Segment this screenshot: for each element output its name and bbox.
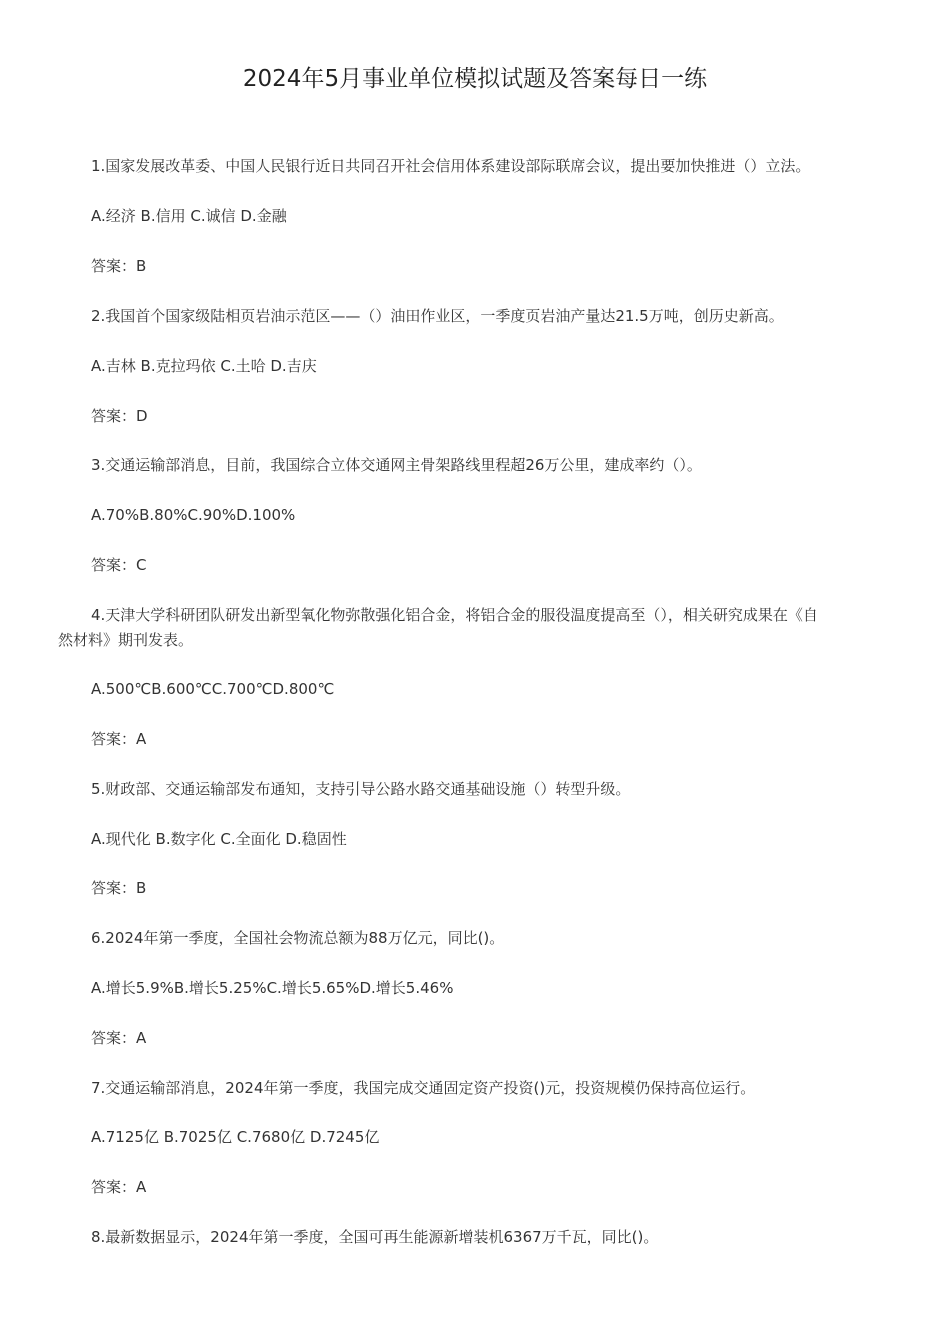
question-1-stem: 1.国家发展改革委、中国人民银行近日共同召开社会信用体系建设部际联席会议，提出要加快推进（）立法。 <box>91 157 811 175</box>
question-1-answer: 答案：B <box>91 257 147 275</box>
question-5-options: A.现代化 B.数字化 C.全面化 D.稳固性 <box>91 830 347 848</box>
question-2-options: A.吉林 B.克拉玛依 C.土哈 D.吉庆 <box>91 357 317 375</box>
question-4-options: A.500℃B.600℃C.700℃D.800℃ <box>91 680 335 698</box>
question-3-options: A.70%B.80%C.90%D.100% <box>91 506 296 524</box>
question-1-options: A.经济 B.信用 C.诚信 D.金融 <box>91 207 287 225</box>
question-4-answer: 答案：A <box>91 730 147 748</box>
question-6-answer: 答案：A <box>91 1029 147 1047</box>
question-7-answer: 答案：A <box>91 1178 147 1196</box>
question-3-stem: 3.交通运输部消息，目前，我国综合立体交通网主骨架路线里程超26万公里，建成率约（）。 <box>91 456 702 474</box>
question-2-stem: 2.我国首个国家级陆相页岩油示范区——（）油田作业区，一季度页岩油产量达21.5万吨，创历史新高。 <box>91 307 784 325</box>
question-6-options: A.增长5.9%B.增长5.25%C.增长5.65%D.增长5.46% <box>91 979 454 997</box>
page-title: 2024年5月事业单位模拟试题及答案每日一练 <box>242 66 708 92</box>
question-3-answer: 答案：C <box>91 556 147 574</box>
question-7-options: A.7125亿 B.7025亿 C.7680亿 D.7245亿 <box>91 1128 380 1146</box>
question-7-stem: 7.交通运输部消息，2024年第一季度，我国完成交通固定资产投资()元，投资规模仍保持高位运行。 <box>91 1079 756 1097</box>
question-6-stem: 6.2024年第一季度，全国社会物流总额为88万亿元，同比()。 <box>91 929 505 947</box>
question-4-stem-line2: 然材料》期刊发表。 <box>58 631 194 649</box>
question-8-stem: 8.最新数据显示，2024年第一季度，全国可再生能源新增装机6367万千瓦，同比()。 <box>91 1228 659 1246</box>
question-5-answer: 答案：B <box>91 879 147 897</box>
question-5-stem: 5.财政部、交通运输部发布通知，支持引导公路水路交通基础设施（）转型升级。 <box>91 780 631 798</box>
question-2-answer: 答案：D <box>91 407 148 425</box>
question-4-stem-line1: 4.天津大学科研团队研发出新型氧化物弥散强化铝合金，将铝合金的服役温度提高至（），相关研究成果在《自 <box>91 606 818 624</box>
